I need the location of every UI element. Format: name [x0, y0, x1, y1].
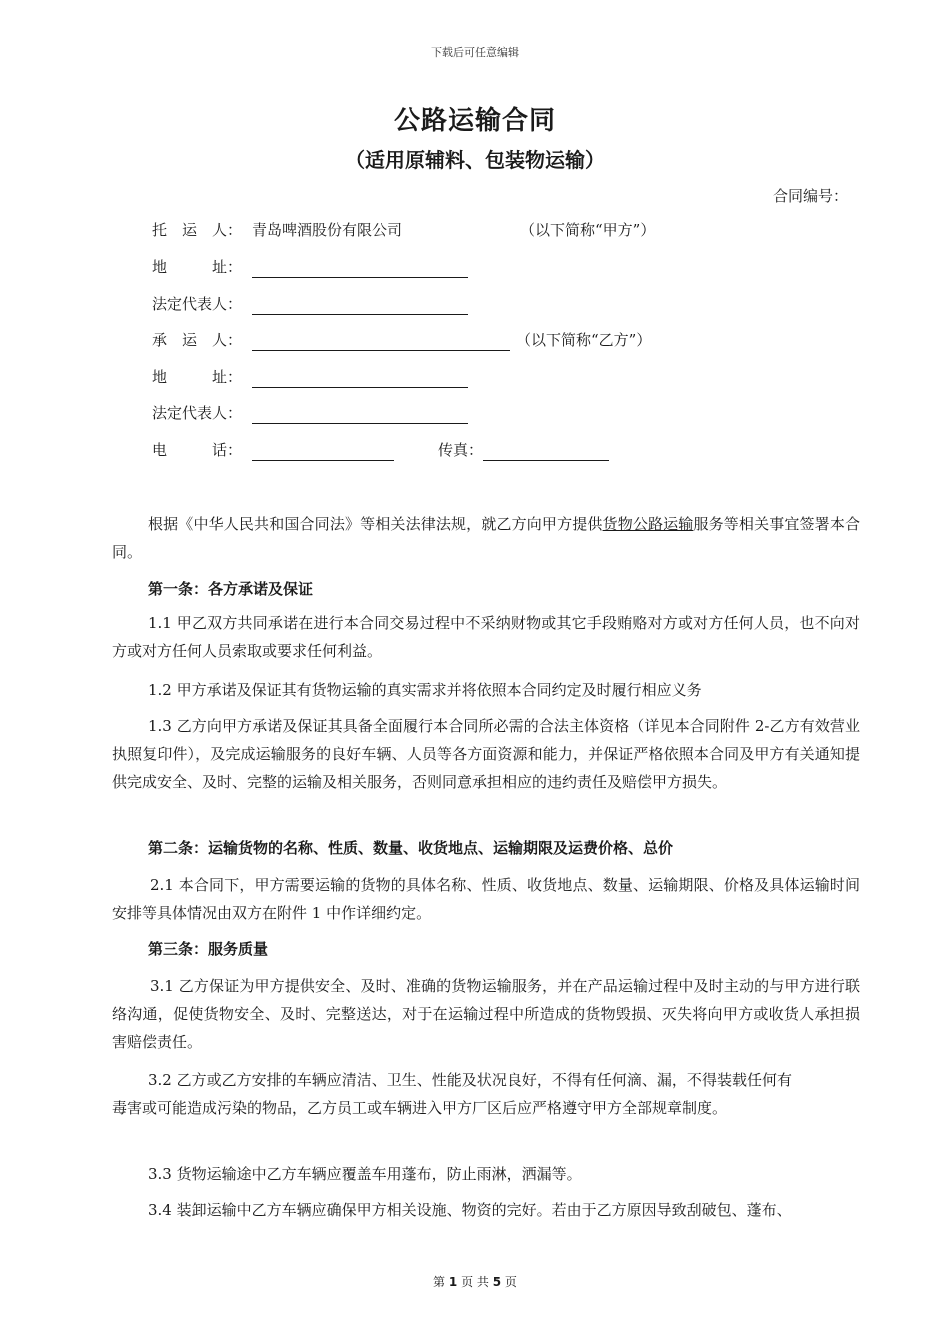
carrier-rep-blank[interactable]	[252, 405, 468, 424]
phone-row	[152, 439, 394, 461]
shipper-value: 青岛啤酒股份有限公司	[252, 221, 403, 239]
intro-part1: 根据《中华人民共和国合同法》等相关法律法规，就乙方向甲方提供	[148, 515, 603, 533]
phone-label: 电 话：	[152, 441, 243, 459]
clause-1-1-text: 1.1 甲乙双方共同承诺在进行本合同交易过程中不采纳财物或其它手段贿赂对方或对方任何人员，也不向对方或对方任何人员索取或要求任何利益。	[112, 614, 860, 660]
page-footer	[0, 1273, 950, 1290]
intro-part2: 服务等相关事宜签署本合同。	[112, 515, 860, 561]
carrier-alias: （以下简称“乙方”）	[516, 331, 652, 349]
clause-3-2	[112, 1066, 792, 1122]
footer-page-number: 1	[448, 1275, 458, 1289]
footer-middle: 页 共	[461, 1275, 489, 1289]
phone-blank[interactable]	[252, 442, 394, 461]
header-note: 下载后可任意编辑	[431, 46, 519, 59]
shipper-rep-blank[interactable]	[252, 296, 468, 315]
intro-paragraph	[112, 510, 860, 566]
document-subtitle: （适用原辅料、包装物运输）	[345, 148, 605, 172]
footer-suffix: 页	[504, 1275, 517, 1289]
footer-total-pages: 5	[492, 1275, 502, 1289]
carrier-row	[152, 329, 510, 351]
clause-3-4-text: 3.4 装卸运输中乙方车辆应确保甲方相关设施、物资的完好。若由于乙方原因导致刮破包、蓬布、	[148, 1201, 792, 1219]
clause-1-1	[112, 609, 860, 665]
carrier-label: 承 运 人：	[152, 331, 243, 349]
address-label: 地 址：	[152, 258, 243, 276]
rep2-label: 法定代表人：	[152, 404, 243, 422]
clause-1-2-text: 1.2 甲方承诺及保证其有货物运输的真实需求并将依照本合同约定及时履行相应义务	[148, 681, 702, 699]
section-1-title: 第一条：各方承诺及保证	[148, 580, 314, 598]
fax-row	[438, 439, 609, 461]
carrier-address-blank[interactable]	[252, 369, 468, 388]
shipper-address-row	[152, 256, 468, 278]
document-title: 公路运输合同	[393, 106, 556, 136]
section-3-title: 第三条：服务质量	[148, 940, 269, 958]
fax-blank[interactable]	[483, 442, 609, 461]
carrier-name-blank[interactable]	[252, 332, 510, 351]
clause-2-1-text: 2.1 本合同下，甲方需要运输的货物的具体名称、性质、收货地点、数量、运输期限、价格及具体运输时间安排等具体情况由双方在附件 1 中作详细约定。	[112, 876, 860, 922]
carrier-address-row	[152, 366, 468, 388]
shipper-label: 托 运 人：	[152, 221, 243, 239]
clause-3-2-text: 3.2 乙方或乙方安排的车辆应清洁、卫生、性能及状况良好，不得有任何滴、漏，不得装载任何有毒害或可能造成污染的物品，乙方员工或车辆进入甲方厂区后应严格遵守甲方全部规章制度。	[112, 1071, 792, 1117]
contract-number-label: 合同编号：	[772, 187, 848, 205]
clause-3-1-text: 3.1 乙方保证为甲方提供安全、及时、准确的货物运输服务，并在产品运输过程中及时主动的与甲方进行联络沟通，促使货物安全、及时、完整送达，对于在运输过程中所造成的货物毁损、灭失将向甲方或收货人承担损害赔偿责任。	[112, 977, 860, 1051]
clause-2-1	[112, 871, 860, 927]
rep-label: 法定代表人：	[152, 295, 243, 313]
clause-3-4	[112, 1196, 860, 1224]
clause-1-2	[112, 676, 860, 704]
clause-3-1	[112, 972, 860, 1056]
shipper-address-blank[interactable]	[252, 259, 468, 278]
fax-label: 传真：	[438, 441, 484, 459]
shipper-row	[152, 219, 402, 241]
clause-1-3	[112, 712, 860, 796]
address2-label: 地 址：	[152, 368, 243, 386]
intro-underlined: 货物公路运输	[602, 515, 694, 533]
carrier-rep-row	[152, 402, 468, 424]
shipper-rep-row	[152, 293, 468, 315]
section-2-title: 第二条：运输货物的名称、性质、数量、收货地点、运输期限及运费价格、总价	[148, 839, 674, 857]
shipper-alias: （以下简称“甲方”）	[520, 221, 656, 239]
clause-1-3-text: 1.3 乙方向甲方承诺及保证其具备全面履行本合同所必需的合法主体资格（详见本合同附件 2-乙方有效营业执照复印件），及完成运输服务的良好车辆、人员等各方面资源和能力，并保证严格依照本合同及甲方有关通知提供完成安全、及时、完整的运输及相关服务，否则同意承担相应的违约责任及赔偿甲方损失。	[112, 717, 860, 791]
clause-3-3-text: 3.3 货物运输途中乙方车辆应覆盖车用蓬布，防止雨淋，洒漏等。	[148, 1165, 582, 1183]
footer-prefix: 第	[433, 1275, 446, 1289]
clause-3-3	[112, 1160, 860, 1188]
